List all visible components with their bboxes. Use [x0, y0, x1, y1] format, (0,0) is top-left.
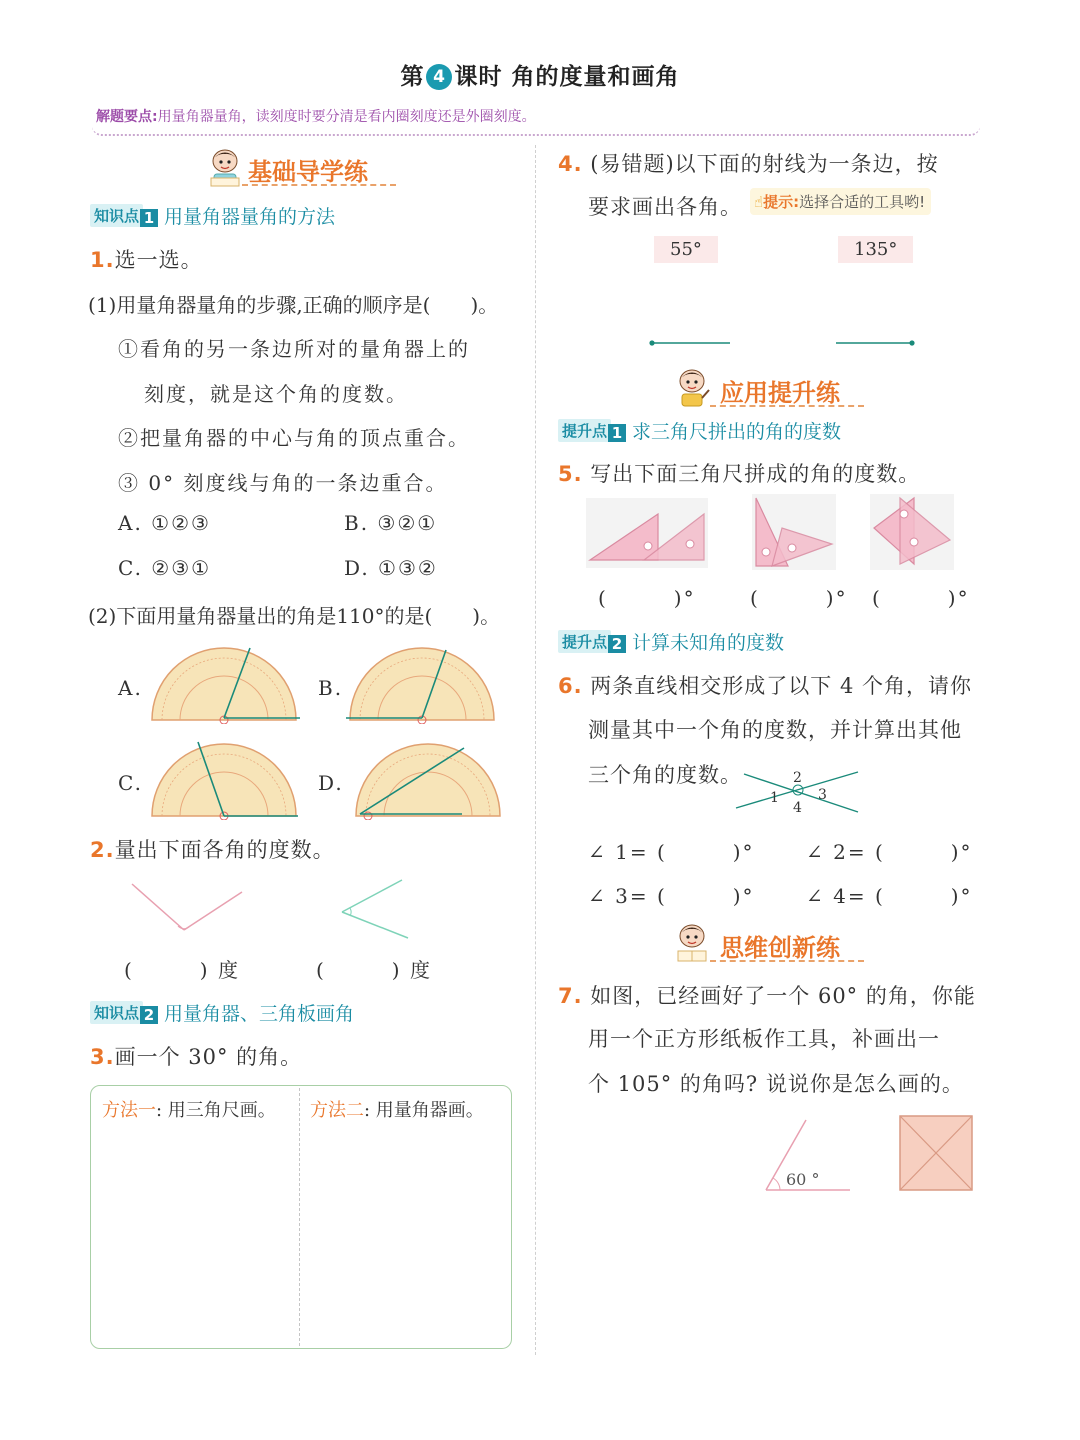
question-5: 5. 写出下面三角尺拼成的角的度数。: [558, 462, 921, 486]
protractor-d-icon: [352, 740, 504, 820]
protractor-b-icon: [346, 646, 498, 724]
sixty-degree-label: 60 °: [786, 1170, 820, 1189]
answer-box-divider: [299, 1088, 300, 1346]
section-apply: 应用提升练: [720, 379, 840, 407]
angle-label-2: 2: [793, 770, 802, 786]
improve-point-2: 提升点 2 计算未知角的度数: [558, 628, 784, 655]
q1-option-b: B. ③②①: [344, 511, 438, 535]
section-think-underline: [710, 960, 864, 962]
question-6: 6. 两条直线相交形成了以下 4 个角，请你: [558, 674, 972, 698]
question-7: 7. 如图，已经画好了一个 60° 的角，你能: [558, 984, 976, 1008]
q1-part1: (1)用量角器量角的步骤,正确的顺序是( )。: [88, 293, 499, 317]
hint-hand-icon: ☝: [754, 193, 764, 211]
knowledge-point-1: 知识点 1 用量角器量角的方法: [90, 202, 335, 229]
q6-angle-3-blank: ∠ 3= ( )°: [588, 884, 755, 908]
angle-1-drawing: [130, 880, 246, 940]
ray-2-drawing: [834, 336, 918, 350]
angle-label-1: 1: [770, 790, 779, 806]
q1-option-a: A. ①②③: [118, 511, 211, 535]
section-basic: 基础导学练: [248, 158, 368, 186]
protractor-label-c: C.: [118, 771, 143, 795]
angle-label-4: 4: [793, 800, 802, 816]
q2-blank-1: ( ) 度: [124, 958, 240, 982]
question-2: 2.量出下面各角的度数。: [90, 838, 335, 862]
method-1-label: 方法一: 用三角尺画。: [102, 1100, 276, 1121]
drawing-answer-box[interactable]: [90, 1085, 512, 1349]
column-divider: [535, 145, 536, 1355]
q4-angle-55: 55°: [654, 236, 718, 263]
tip-label: 解题要点:: [96, 109, 158, 125]
angle-2-drawing: [336, 878, 416, 942]
q6-line-3: 三个角的度数。: [588, 763, 742, 787]
set-square-combo-3-icon: [870, 494, 954, 570]
protractor-a-icon: [150, 646, 302, 724]
q4-line-2: 要求画出各角。: [588, 195, 742, 219]
q7-line-2: 用一个正方形纸板作工具，补画出一: [588, 1027, 940, 1051]
tip-bar: [92, 104, 980, 136]
q1-option-c: C. ②③①: [118, 556, 212, 580]
set-square-combo-2-icon: [752, 494, 836, 570]
protractor-c-icon: [150, 740, 302, 820]
section-apply-underline: [710, 405, 864, 407]
protractor-label-d: D.: [318, 771, 344, 795]
title-text: 课时 角的度量和画角: [454, 64, 680, 90]
kid-mascot-icon: [673, 368, 711, 408]
q2-blank-2: ( ) 度: [316, 958, 432, 982]
question-1: 1.选一选。: [90, 248, 203, 272]
kid-mascot-icon: [206, 148, 244, 188]
q5-blank-1: ( )°: [598, 586, 696, 610]
square-cardboard-icon: [898, 1114, 974, 1192]
page-title: [0, 58, 1080, 91]
q1-part2: (2)下面用量角器量出的角是110°的是( )。: [88, 604, 501, 628]
method-2-label: 方法二: 用量角器画。: [310, 1100, 484, 1121]
protractor-label-a: A.: [118, 676, 143, 700]
question-3: 3.画一个 30° 的角。: [90, 1045, 303, 1069]
q6-angle-2-blank: ∠ 2= ( )°: [806, 840, 973, 864]
lesson-number-badge: 4: [426, 64, 452, 90]
question-4: 4. (易错题)以下面的射线为一条边，按: [558, 152, 939, 176]
q5-blank-2: ( )°: [750, 586, 848, 610]
q4-hint: ☝提示:选择合适的工具哟!: [750, 188, 931, 215]
section-basic-underline: [242, 184, 396, 186]
protractor-label-b: B.: [318, 676, 344, 700]
q1-step3: ③ 0° 刻度线与角的一条边重合。: [118, 471, 448, 495]
angle-label-3: 3: [818, 787, 827, 803]
q6-angle-4-blank: ∠ 4= ( )°: [806, 884, 973, 908]
ray-1-drawing: [648, 336, 732, 350]
q4-angle-135: 135°: [838, 236, 913, 263]
set-square-combo-1-icon: [586, 498, 708, 568]
title-prefix: 第: [400, 64, 425, 90]
knowledge-point-2: 知识点 2 用量角器、三角板画角: [90, 999, 354, 1026]
q1-step2: ②把量角器的中心与角的顶点重合。: [118, 426, 470, 450]
q5-blank-3: ( )°: [872, 586, 970, 610]
q1-option-d: D. ①③②: [344, 556, 438, 580]
q6-angle-1-blank: ∠ 1= ( )°: [588, 840, 755, 864]
q1-step1-a: ①看角的另一条边所对的量角器上的: [118, 337, 470, 361]
q6-line-2: 测量其中一个角的度数，并计算出其他: [588, 718, 962, 742]
section-think: 思维创新练: [720, 934, 840, 962]
q7-line-3: 个 105° 的角吗? 说说你是怎么画的。: [588, 1072, 964, 1096]
kid-mascot-icon: [673, 923, 711, 963]
tip-text: 用量角器量角，读刻度时要分清是看内圈刻度还是外圈刻度。: [157, 109, 536, 125]
improve-point-1: 提升点 1 求三角尺拼出的角的度数: [558, 417, 841, 444]
q1-step1-b: 刻度，就是这个角的度数。: [144, 382, 408, 406]
